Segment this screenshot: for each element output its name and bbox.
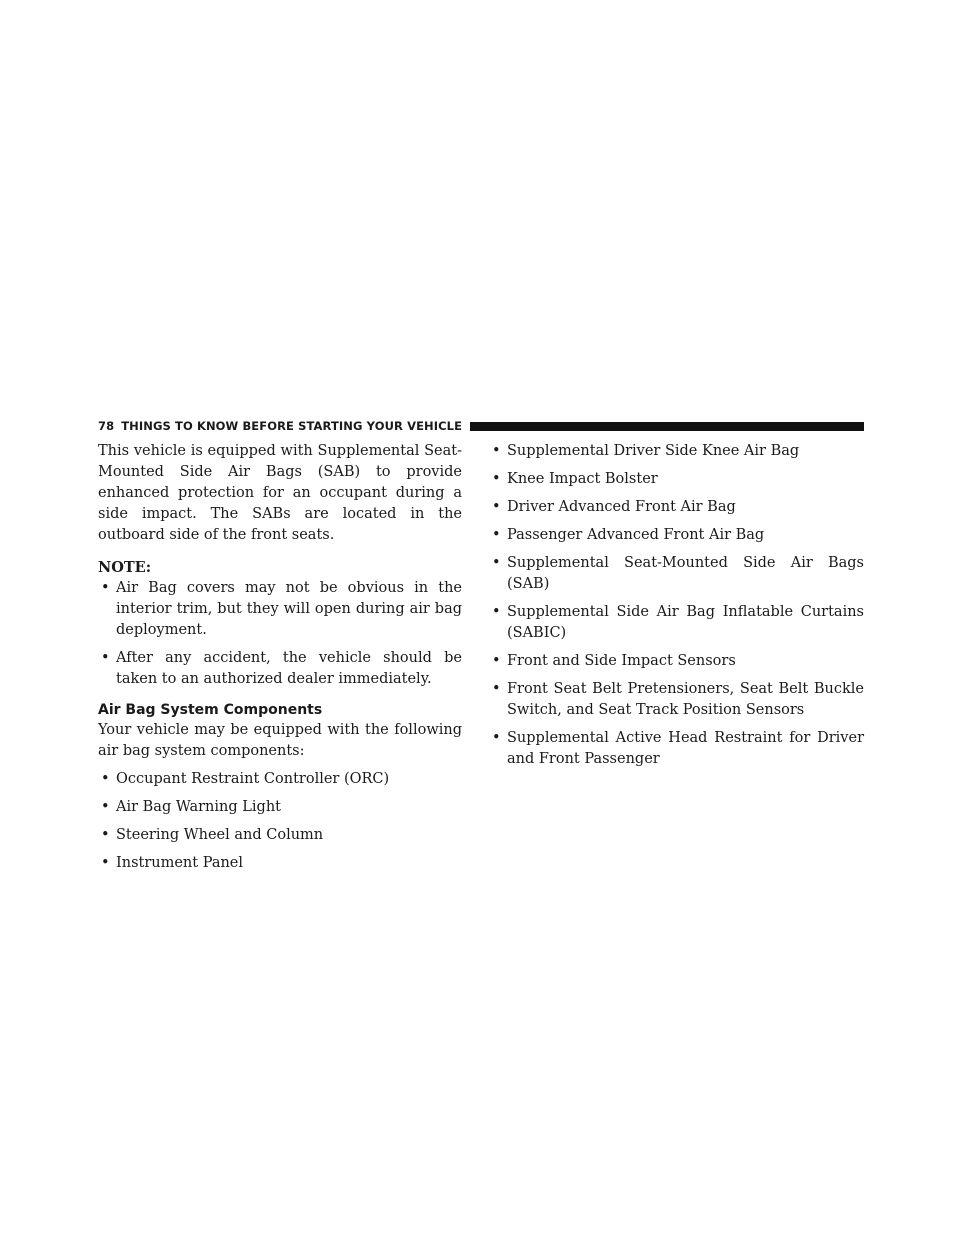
page-header xyxy=(98,418,864,434)
note-item xyxy=(98,578,462,641)
left-column xyxy=(98,441,462,881)
list-item-text: Front Seat Belt Pretensioners, Seat Belt Buckle Switch, and Seat Track Position Sensors xyxy=(507,681,864,718)
list-item xyxy=(489,679,864,721)
list-item-text: Passenger Advanced Front Air Bag xyxy=(507,527,765,543)
list-item xyxy=(489,728,864,770)
bullet-icon: • xyxy=(492,527,501,543)
section-title: THINGS TO KNOW BEFORE STARTING YOUR VEHICLE xyxy=(121,419,463,433)
bullet-icon: • xyxy=(101,771,110,787)
section-heading: Air Bag System Components xyxy=(98,702,323,718)
bullet-icon: • xyxy=(492,443,501,459)
list-item xyxy=(98,797,462,818)
list-item xyxy=(489,651,864,672)
list-item-text: Instrument Panel xyxy=(116,855,244,871)
intro-paragraph: This vehicle is equipped with Supplemental Seat-Mounted Side Air Bags (SAB) to provide enhanced protection for an occupant during a side impact. The SABs are located in the outboard side of the front seats. xyxy=(98,443,462,543)
component-list-left xyxy=(98,769,462,874)
header-rule xyxy=(470,422,864,431)
bullet-icon: • xyxy=(492,499,501,515)
list-item-text: Supplemental Side Air Bag Inflatable Curtains (SABIC) xyxy=(507,604,864,641)
list-item-text: Driver Advanced Front Air Bag xyxy=(507,499,736,515)
component-list-right xyxy=(489,441,864,770)
page-number: 78 xyxy=(98,419,115,433)
list-item xyxy=(489,441,864,462)
list-item-text: Front and Side Impact Sensors xyxy=(507,653,736,669)
bullet-icon: • xyxy=(101,799,110,815)
list-item xyxy=(98,825,462,846)
list-item-text: Supplemental Active Head Restraint for Driver and Front Passenger xyxy=(507,730,864,767)
note-label: NOTE: xyxy=(98,559,152,576)
list-item-text: Knee Impact Bolster xyxy=(507,471,658,487)
bullet-icon: • xyxy=(101,650,110,666)
note-item-text: Air Bag covers may not be obvious in the interior trim, but they will open during air bag deployment. xyxy=(116,580,462,638)
bullet-icon: • xyxy=(492,604,501,620)
list-item-text: Supplemental Driver Side Knee Air Bag xyxy=(507,443,800,459)
bullet-icon: • xyxy=(101,827,110,843)
list-item xyxy=(98,853,462,874)
bullet-icon: • xyxy=(492,471,501,487)
section-intro: Your vehicle may be equipped with the following air bag system components: xyxy=(98,722,462,759)
bullet-icon: • xyxy=(492,681,501,697)
list-item xyxy=(489,602,864,644)
bullet-icon: • xyxy=(492,555,501,571)
list-item-text: Supplemental Seat-Mounted Side Air Bags (SAB) xyxy=(507,555,864,592)
list-item xyxy=(489,525,864,546)
list-item-text: Steering Wheel and Column xyxy=(116,827,324,843)
list-item xyxy=(489,553,864,595)
bullet-icon: • xyxy=(101,855,110,871)
list-item xyxy=(489,469,864,490)
list-item-text: Air Bag Warning Light xyxy=(116,799,281,815)
list-item xyxy=(489,497,864,518)
bullet-icon: • xyxy=(492,730,501,746)
list-item-text: Occupant Restraint Controller (ORC) xyxy=(116,771,390,787)
note-list xyxy=(98,578,462,690)
bullet-icon: • xyxy=(101,580,110,596)
bullet-icon: • xyxy=(492,653,501,669)
right-column xyxy=(489,441,864,777)
note-item-text: After any accident, the vehicle should be taken to an authorized dealer immediately. xyxy=(116,650,462,687)
note-item xyxy=(98,648,462,690)
list-item xyxy=(98,769,462,790)
